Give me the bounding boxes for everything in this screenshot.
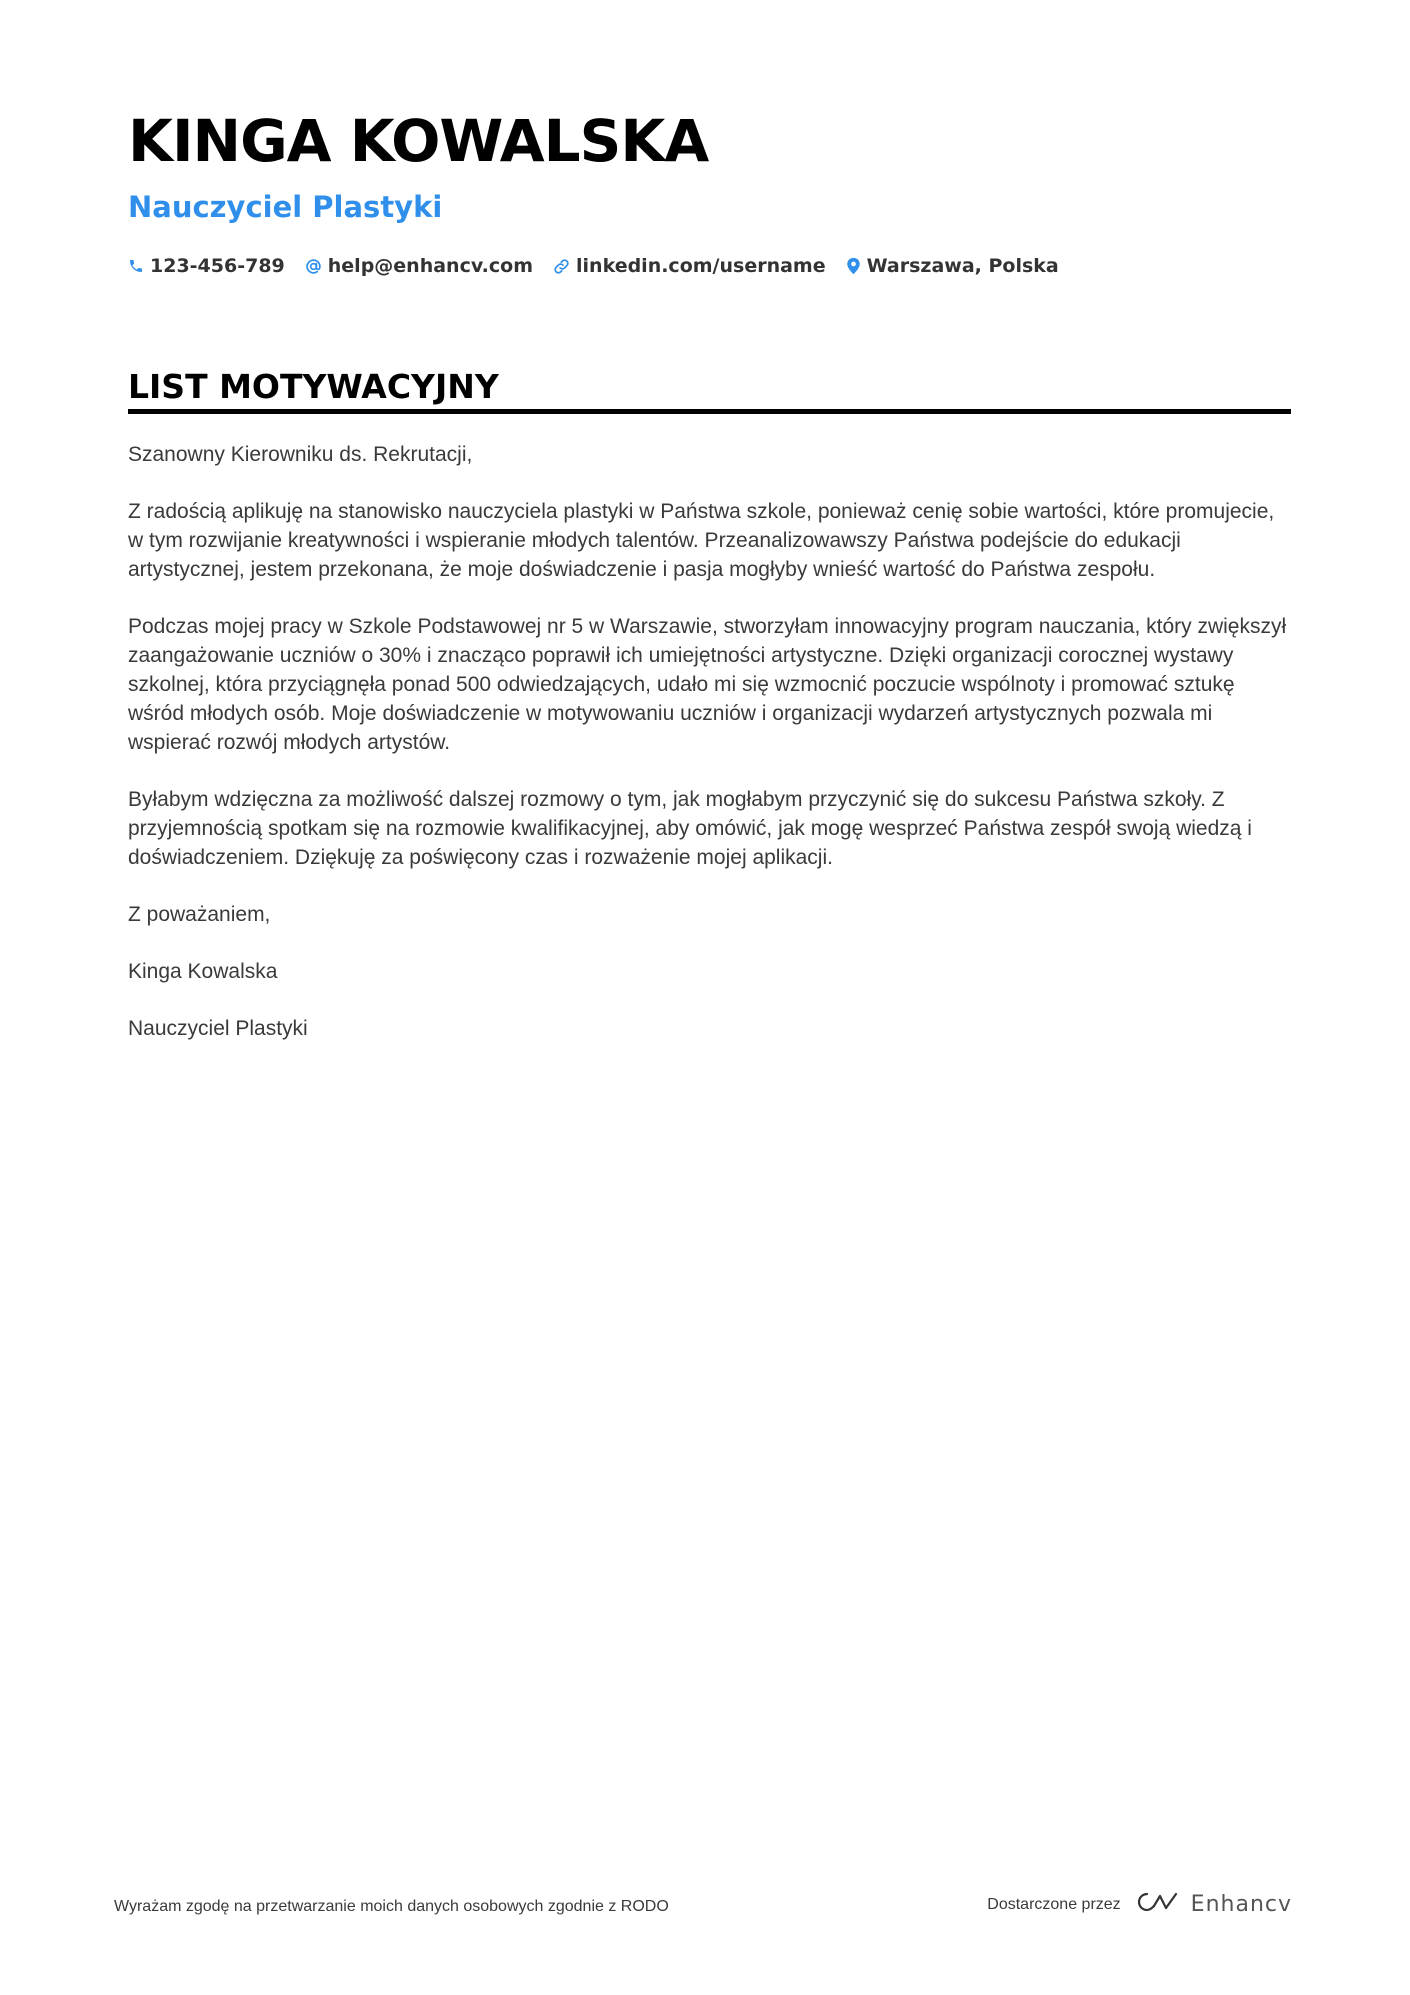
candidate-name: KINGA KOWALSKA — [128, 107, 709, 175]
location-pin-icon — [846, 257, 861, 275]
contact-location — [846, 255, 1059, 277]
contact-linkedin-text: linkedin.com/username — [576, 255, 826, 277]
section-divider — [128, 409, 1291, 414]
at-icon — [305, 258, 322, 275]
provided-by-label: Dostarczone przez — [987, 1895, 1121, 1913]
contact-bar — [128, 255, 1059, 277]
contact-phone-text: 123-456-789 — [150, 255, 285, 277]
letter-paragraph: Byłabym wdzięczna za możliwość dalszej rozmowy o tym, jak mogłabym przyczynić się do sukcesu Państwa szkoły. Z przyjemnością spotkam się na rozmowie kwalifikacyjnej, aby omówić, jak mogę wesprzeć Państwa zespół swoją wiedzą i doświadczeniem. Dziękuję za poświęcony czas i rozważenie mojej aplikacji. — [128, 788, 1252, 869]
letter-paragraph: Podczas mojej pracy w Szkole Podstawowej nr 5 w Warszawie, stworzyłam innowacyjny program nauczania, który zwiększył zaangażowanie uczniów o 30% i znacząco poprawił ich umiejętności artystyczne. Dzięki organizacji corocznej wystawy szkolnej, która przyciągnęła ponad 500 odwiedzających, udało mi się wzmocnić poczucie wspólnoty i promować sztukę wśród młodych osób. Moje doświadczenie w motywowaniu uczniów i organizacji wydarzeń artystycznych pozwala mi wspierać rozwój młodych artystów. — [128, 615, 1287, 754]
letter-salutation: Szanowny Kierowniku ds. Rekrutacji, — [128, 443, 473, 466]
letter-body — [128, 440, 1293, 1071]
section-title: LIST MOTYWACYJNY — [128, 367, 499, 406]
contact-email[interactable] — [305, 255, 533, 277]
enhancv-brand: Enhancv — [1190, 1892, 1292, 1917]
signature-role: Nauczyciel Plastyki — [128, 1017, 308, 1040]
gdpr-consent-note: Wyrażam zgodę na przetwarzanie moich danych osobowych zgodnie z RODO — [114, 1898, 669, 1915]
phone-icon — [128, 258, 144, 274]
letter-closing: Z poważaniem, — [128, 903, 271, 926]
contact-email-text: help@enhancv.com — [327, 255, 534, 277]
link-icon — [553, 258, 570, 275]
letter-paragraph: Z radością aplikuję na stanowisko nauczyciela plastyki w Państwa szkole, ponieważ cenię sobie wartości, które promujecie, w tym rozwijanie kreatywności i wspieranie młodych talentów. Przeanalizowawszy Państwa podejście do edukacji artystycznej, jestem przekonana, że moje doświadczenie i pasja mogłyby wnieść wartość do Państwa zespołu. — [128, 500, 1275, 581]
contact-phone — [128, 255, 285, 277]
provider-credit[interactable] — [987, 1890, 1292, 1919]
contact-location-text: Warszawa, Polska — [866, 255, 1059, 277]
enhancv-logo-icon — [1133, 1890, 1179, 1919]
candidate-role: Nauczyciel Plastyki — [128, 190, 443, 224]
contact-linkedin[interactable] — [553, 255, 826, 277]
signature-name: Kinga Kowalska — [128, 960, 278, 983]
